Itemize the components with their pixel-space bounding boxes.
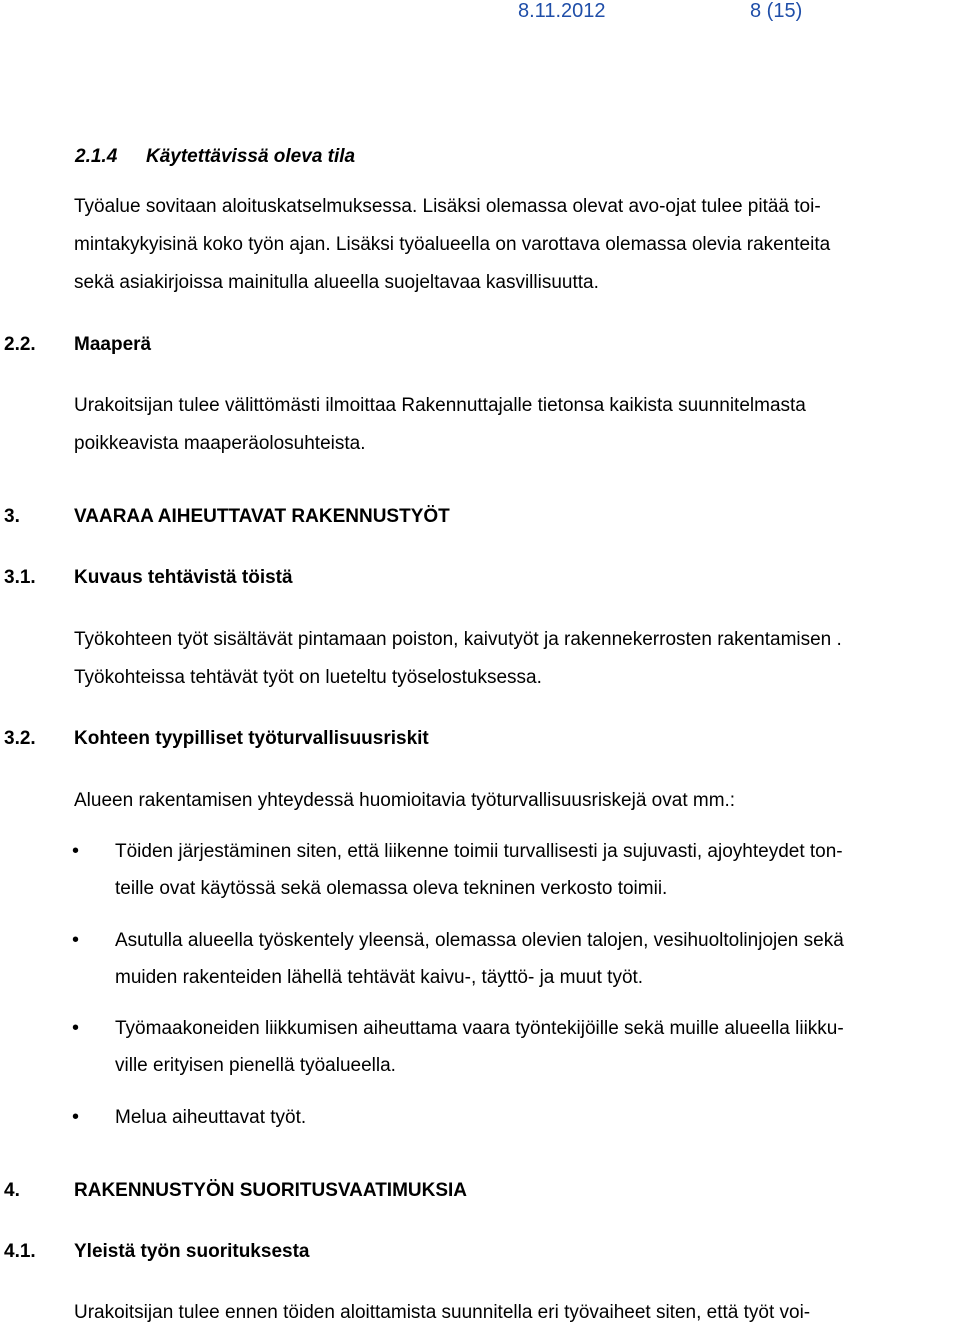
paragraph-intro: Alueen rakentamisen yhteydessä huomioitavia työturvallisuusriskejä ovat mm.: [74,790,736,811]
bullet-text: Asutulla alueella työskentely yleensä, olemassa olevien talojen, vesihuoltolinjojen sekä [115,930,844,951]
bullet-icon: • [72,929,80,951]
paragraph-line: poikkeavista maaperäolosuhteista. [74,433,366,454]
section-3-1-title: Kuvaus tehtävistä töistä [74,567,293,588]
paragraph-line: mintakykyisinä koko työn ajan. Lisäksi työalueella on varottava olemassa olevia rakenteita [74,234,831,255]
section-4-1-number: 4.1. [4,1241,36,1262]
paragraph-line: Urakoitsijan tulee ennen töiden aloittamista suunnitella eri työvaiheet siten, että työt voi- [74,1302,811,1323]
section-3-2-title: Kohteen tyypilliset työturvallisuusriskit [74,728,429,749]
bullet-text: Töiden järjestäminen siten, että liikenne toimii turvallisesti ja sujuvasti, ajoyhteydet ton- [115,841,843,862]
bullet-text: Työmaakoneiden liikkumisen aiheuttama vaara työntekijöille sekä muille alueella liikku- [115,1018,844,1039]
section-4-number: 4. [4,1180,20,1201]
section-4-title: RAKENNUSTYÖN SUORITUSVAATIMUKSIA [74,1180,468,1201]
header-page-number: 8 (15) [750,0,803,22]
header-date: 8.11.2012 [518,0,606,22]
section-3-2-number: 3.2. [4,728,36,749]
bullet-text: ville erityisen pienellä työalueella. [115,1055,396,1076]
section-2-2-title: Maaperä [74,334,152,355]
section-3-1-number: 3.1. [4,567,36,588]
bullet-text: teille ovat käytössä sekä olemassa oleva tekninen verkosto toimii. [115,878,668,899]
section-3-number: 3. [4,506,20,527]
section-2-1-4-number: 2.1.4 [75,146,118,167]
section-2-1-4-title: Käytettävissä oleva tila [146,146,356,167]
paragraph-line: Työkohteissa tehtävät työt on lueteltu työselostuksessa. [74,667,542,688]
section-2-2-number: 2.2. [4,334,36,355]
section-4-1-title: Yleistä työn suorituksesta [74,1241,310,1262]
bullet-text: Melua aiheuttavat työt. [115,1107,307,1128]
bullet-text: muiden rakenteiden lähellä tehtävät kaivu-, täyttö- ja muut työt. [115,967,644,988]
bullet-icon: • [72,1106,80,1128]
bullet-icon: • [72,840,80,862]
paragraph-line: Urakoitsijan tulee välittömästi ilmoittaa Rakennuttajalle tietonsa kaikista suunnitelmasta [74,395,806,416]
bullet-icon: • [72,1017,80,1039]
paragraph-line: Työkohteen työt sisältävät pintamaan poiston, kaivutyöt ja rakennekerrosten rakentamisen . [74,629,842,650]
section-3-title: VAARAA AIHEUTTAVAT RAKENNUSTYÖT [74,506,450,527]
paragraph-line: sekä asiakirjoissa mainitulla alueella suojeltavaa kasvillisuutta. [74,272,599,293]
paragraph-line: Työalue sovitaan aloituskatselmuksessa. Lisäksi olemassa olevat avo-ojat tulee pitää toi- [74,196,821,217]
